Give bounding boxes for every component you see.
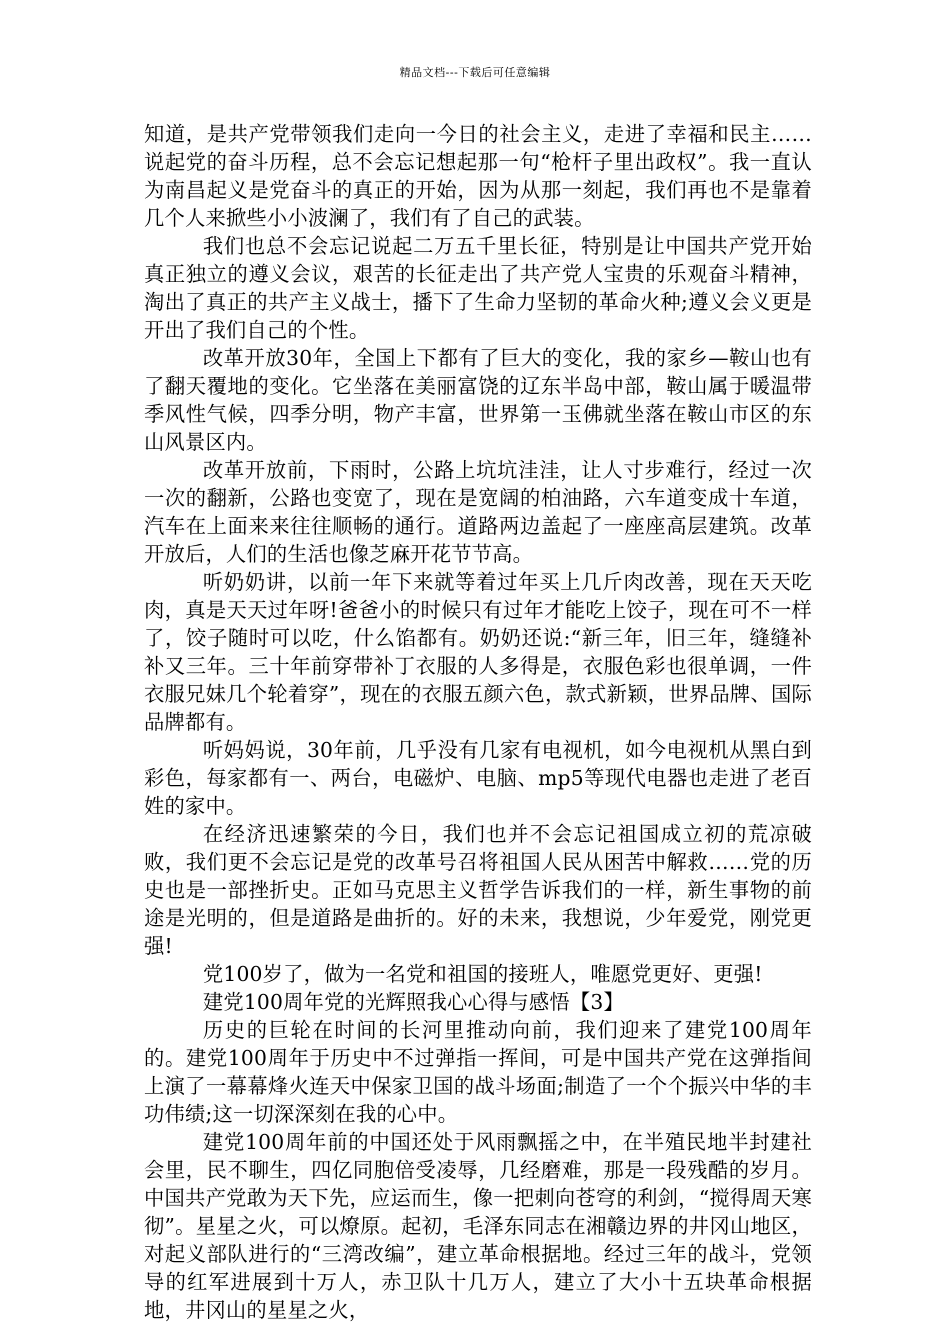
paragraph: 在经济迅速繁荣的今日，我们也并不会忘记祖国成立初的荒凉破败，我们更不会忘记是党的改革号召将祖国人民从困苦中解救……党的历史也是一部挫折史。正如马克思主义哲学告诉我们的一样，新生事物的前途是光明的，但是道路是曲折的。好的未来，我想说，少年爱党，刚党更强!: [144, 822, 812, 958]
paragraph: 听妈妈说，30年前，几乎没有几家有电视机，如今电视机从黑白到彩色，每家都有一、两台，电磁炉、电脑、mp5等现代电器也走进了老百姓的家中。: [144, 738, 812, 818]
paragraph: 改革开放30年，全国上下都有了巨大的变化，我的家乡—鞍山也有了翻天覆地的变化。它坐落在美丽富饶的辽东半岛中部，鞍山属于暖温带季风性气候，四季分明，物产丰富，世界第一玉佛就坐落在鞍山市区的东山风景区内。: [144, 346, 812, 454]
paragraph: 我们也总不会忘记说起二万五千里长征，特别是让中国共产党开始真正独立的遵义会议，艰苦的长征走出了共产党人宝贵的乐观奋斗精神，淘出了真正的共产主义战士，播下了生命力坚韧的革命火种;遵义会义更是开出了我们自己的个性。: [144, 234, 812, 342]
page-header: 精品文档---下载后可任意编辑: [399, 66, 551, 79]
paragraph: 建党100周年前的中国还处于风雨飘摇之中，在半殖民地半封建社会里，民不聊生，四亿同胞倍受凌辱，几经磨难，那是一段残酷的岁月。中国共产党敢为天下先，应运而生，像一把刺向苍穹的利剑，“搅得周天寒彻”。星星之火，可以燎原。起初，毛泽东同志在湘赣边界的井冈山地区，对起义部队进行的“三湾改编”，建立革命根据地。经过三年的战斗，党领导的红军进展到十万人，赤卫队十几万人，建立了大小十五块革命根据地，井冈山的星星之火，: [144, 1130, 812, 1322]
section-heading: 建党100周年党的光辉照我心心得与感悟【3】: [202, 990, 624, 1014]
document-body: [144, 120, 812, 1324]
paragraph: 听奶奶讲，以前一年下来就等着过年买上几斤肉改善，现在天天吃肉，真是天天过年呀!爸爸小的时候只有过年才能吃上饺子，现在可不一样了，饺子随时可以吃，什么馅都有。奶奶还说:“新三年，旧三年，缝缝补补又三年。三十年前穿带补丁衣服的人多得是，衣服色彩也很单调，一件衣服兄妹几个轮着穿”，现在的衣服五颜六色，款式新颖，世界品牌、国际品牌都有。: [144, 570, 812, 734]
paragraph: 改革开放前，下雨时，公路上坑坑洼洼，让人寸步难行，经过一次一次的翻新，公路也变宽了，现在是宽阔的柏油路，六车道变成十车道，汽车在上面来来往往顺畅的通行。道路两边盖起了一座座高层建筑。改革开放后，人们的生活也像芝麻开花节节高。: [144, 458, 812, 566]
paragraph: 党100岁了，做为一名党和祖国的接班人，唯愿党更好、更强!: [202, 962, 763, 986]
paragraph: 历史的巨轮在时间的长河里推动向前，我们迎来了建党100周年的。建党100周年于历史中不过弹指一挥间，可是中国共产党在这弹指间上演了一幕幕烽火连天中保家卫国的战斗场面;制造了一个个振兴中华的丰功伟绩;这一切深深刻在我的心中。: [144, 1018, 812, 1126]
paragraph: 知道，是共产党带领我们走向一今日的社会主义，走进了幸福和民主……说起党的奋斗历程，总不会忘记想起那一句“枪杆子里出政权”。我一直认为南昌起义是党奋斗的真正的开始，因为从那一刻起，我们再也不是靠着几个人来掀些小小波澜了，我们有了自己的武装。: [144, 122, 812, 230]
